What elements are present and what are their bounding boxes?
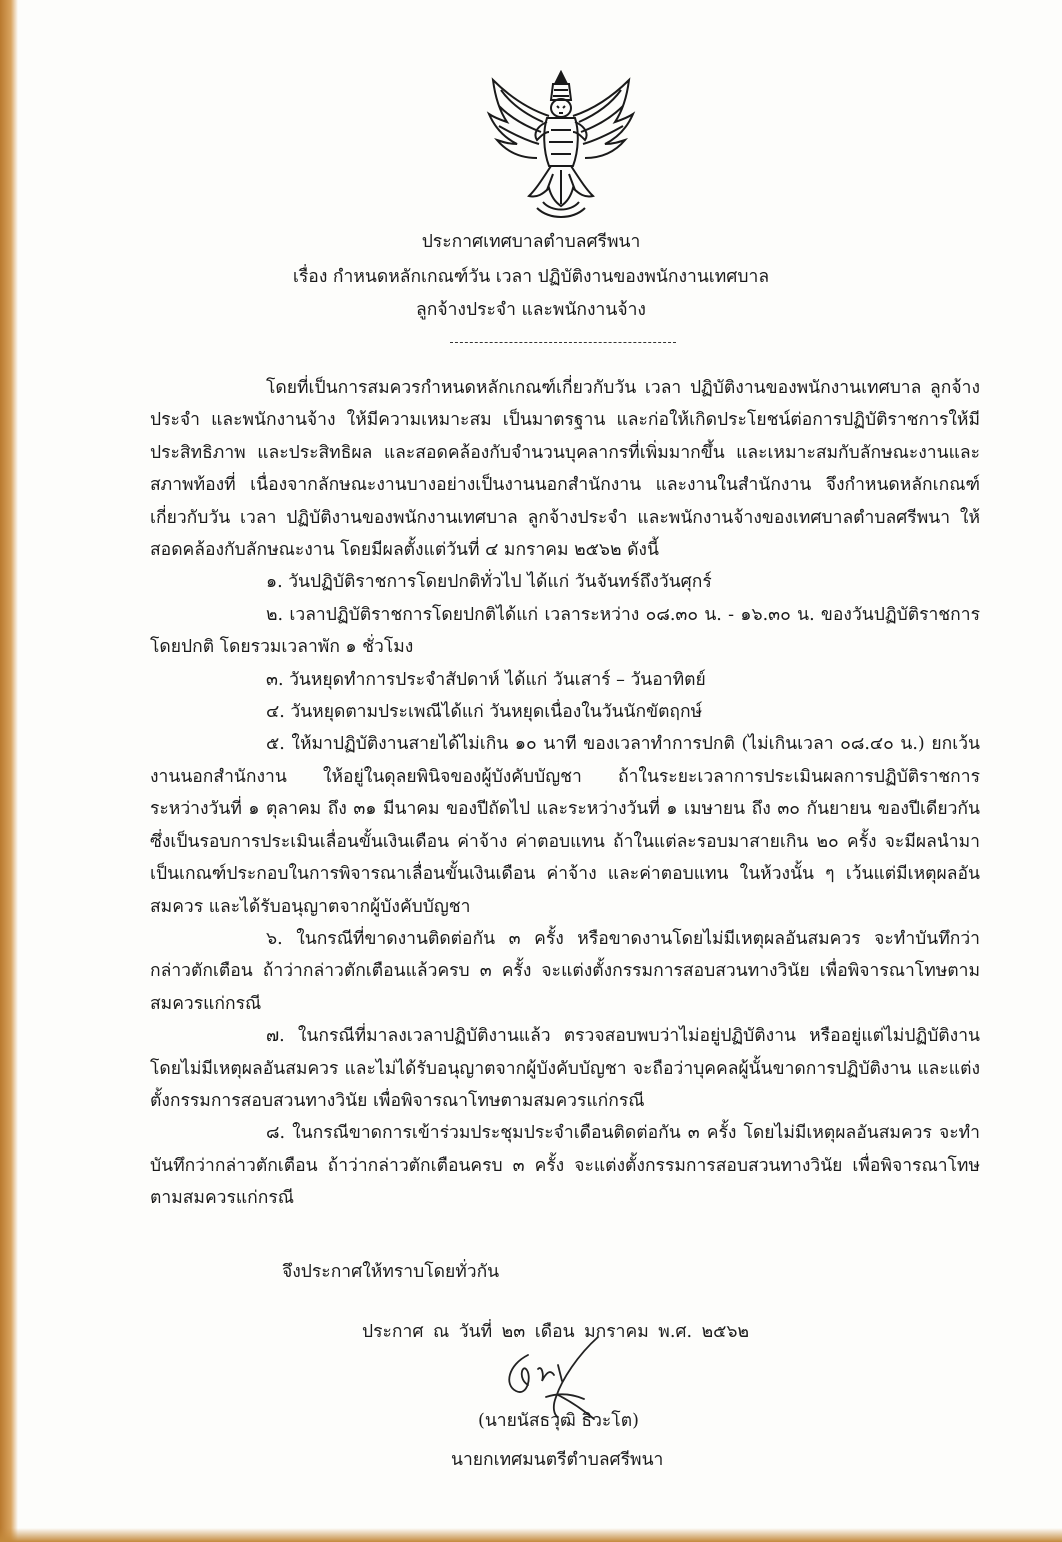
- body-item-4: ๔. วันหยุดตามประเพณีได้แก่ วันหยุดเนื่องในวันนักขัตฤกษ์: [266, 702, 703, 723]
- body-item-2: ๒. เวลาปฏิบัติราชการโดยปกติได้แก่ เวลาระหว่าง ๐๘.๓๐ น. - ๑๖.๓๐ น. ของวันปฏิบัติราชการโดยปกติ โดยรวมเวลาพัก ๑ ชั่วโมง: [150, 604, 980, 658]
- document-title: ประกาศเทศบาลตำบลศรีพนา: [421, 232, 641, 252]
- title-divider: [450, 342, 676, 343]
- body-item-8: ๘. ในกรณีขาดการเข้าร่วมประชุมประจำเดือนติดต่อกัน ๓ ครั้ง โดยไม่มีเหตุผลอันสมควร จะทำบันทึกว่ากล่าวตักเตือน ถ้าว่ากล่าวตักเตือนครบ ๓ ครั้ง จะแต่งตั้งกรรมการสอบสวนทางวินัย เพื่อพิจารณาโทษตามสมควรแก่กรณี: [150, 1123, 980, 1209]
- page-edge-bottom: [0, 1528, 1062, 1542]
- closing-announcement: จึงประกาศให้ทราบโดยทั่วกัน: [282, 1262, 500, 1282]
- body-item-5: ๕. ให้มาปฏิบัติงานสายได้ไม่เกิน ๑๐ นาที ของเวลาทำการปกติ (ไม่เกินเวลา ๐๘.๔๐ น.) ยกเว้นงานนอกสำนักงาน ให้อยู่ในดุลยพินิจของผู้บังคับบัญชา ถ้าในระยะเวลาการประเมินผลการปฏิบัติราชการ ระหว่างวันที่ ๑ ตุลาคม ถึง ๓๑ มีนาคม ของปีถัดไป และระหว่างวันที่ ๑ เมษายน ถึง ๓๐ กันยายน ของปีเดียวกัน ซึ่งเป็นรอบการประเมินเลื่อนขั้นเงินเดือน ค่าจ้าง ค่าตอบแทน ถ้าในแต่ละรอบมาสายเกิน ๒๐ ครั้ง จะมีผลนำมาเป็นเกณฑ์ประกอบในการพิจารณาเลื่อนขั้นเงินเดือน ค่าจ้าง และค่าตอบแทน ในห้วงนั้น ๆ เว้นแต่มีเหตุผลอันสมควร และได้รับอนุญาตจากผู้บังคับบัญชา: [150, 734, 980, 917]
- announcement-date: ประกาศ ณ วันที่ ๒๓ เดือน มกราคม พ.ศ. ๒๕๖๒: [362, 1322, 750, 1342]
- body-item-6: ๖. ในกรณีที่ขาดงานติดต่อกัน ๓ ครั้ง หรือขาดงานโดยไม่มีเหตุผลอันสมควร จะทำบันทึกว่ากล่าวตักเตือน ถ้าว่ากล่าวตักเตือนแล้วครบ ๓ ครั้ง จะแต่งตั้งกรรมการสอบสวนทางวินัย เพื่อพิจารณาโทษตามสมควรแก่กรณี: [150, 928, 980, 1014]
- handwritten-signature-icon: [498, 1335, 608, 1420]
- subject-line-1: เรื่อง กำหนดหลักเกณฑ์วัน เวลา ปฏิบัติงานของพนักงานเทศบาล: [292, 267, 770, 287]
- signer-name: (นายนัสธวุฒิ ธิวะโต): [478, 1411, 639, 1431]
- body-item-1: ๑. วันปฏิบัติราชการโดยปกติทั่วไป ได้แก่ วันจันทร์ถึงวันศุกร์: [266, 572, 712, 593]
- body-item-3: ๓. วันหยุดทำการประจำสัปดาห์ ได้แก่ วันเสาร์ – วันอาทิตย์: [266, 669, 706, 690]
- body-paragraph-intro: โดยที่เป็นการสมควรกำหนดหลักเกณฑ์เกี่ยวกับวัน เวลา ปฏิบัติงานของพนักงานเทศบาล ลูกจ้างประจำ และพนักงานจ้าง ให้มีความเหมาะสม เป็นมาตรฐาน และก่อให้เกิดประโยชน์ต่อการปฏิบัติราชการให้มีประสิทธิภาพ และประสิทธิผล และสอดคล้องกับจำนวนบุคลากรที่เพิ่มมากขึ้น และเหมาะสมกับลักษณะงานและสภาพท้องที่ เนื่องจากลักษณะงานบางอย่างเป็นงานนอกสำนักงาน และงานในสำนักงาน จึงกำหนดหลักเกณฑ์เกี่ยวกับวัน เวลา ปฏิบัติงานของพนักงานเทศบาล ลูกจ้างประจำ และพนักงานจ้างของเทศบาลตำบลศรีพนา ให้สอดคล้องกับลักษณะงาน โดยมีผลตั้งแต่วันที่ ๔ มกราคม ๒๕๖๒ ดังนี้: [150, 378, 980, 561]
- garuda-emblem-icon: [481, 70, 641, 220]
- document-body: [150, 372, 980, 1215]
- signer-position: นายกเทศมนตรีตำบลศรีพนา: [451, 1450, 664, 1470]
- subject-line-2: ลูกจ้างประจำ และพนักงานจ้าง: [416, 300, 646, 320]
- body-item-7: ๗. ในกรณีที่มาลงเวลาปฏิบัติงานแล้ว ตรวจสอบพบว่าไม่อยู่ปฏิบัติงาน หรืออยู่แต่ไม่ปฏิบัติงาน โดยไม่มีเหตุผลอันสมควร และไม่ได้รับอนุญาตจากผู้บังคับบัญชา จะถือว่าบุคคลผู้นั้นขาดการปฏิบัติงาน และแต่งตั้งกรรมการสอบสวนทางวินัย เพื่อพิจารณาโทษตามสมควรแก่กรณี: [150, 1026, 980, 1111]
